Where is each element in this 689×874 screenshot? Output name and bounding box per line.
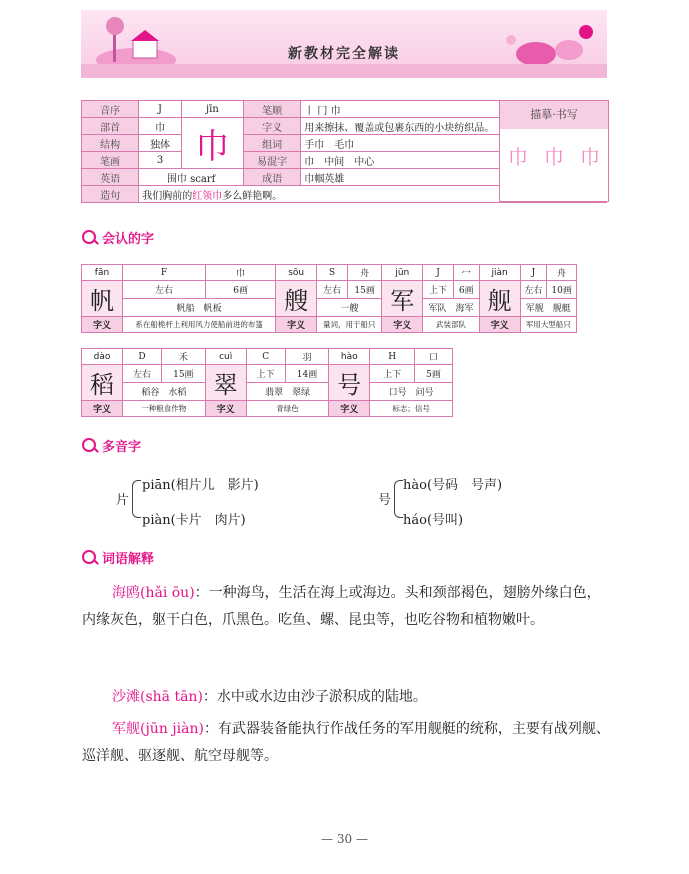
structure-value: 独体 (139, 135, 182, 152)
strokes: 6画 (453, 281, 479, 299)
vocab-entry (82, 716, 610, 770)
order: J (520, 265, 547, 281)
recognize-char: 翠 (205, 365, 246, 401)
section-recognize-heading (82, 228, 154, 247)
pinyin: jūn (382, 265, 423, 281)
section-title: 多音字 (102, 440, 142, 455)
section-title: 词语解释 (102, 552, 155, 567)
label-words: 组词 (243, 135, 300, 152)
practice-label: 描摹·书写 (500, 101, 608, 129)
zw-label: 字义 (479, 317, 520, 333)
words: 翡翠 翠绿 (246, 383, 329, 401)
brace (394, 480, 403, 518)
vocab-definition: ：一种海鸟，生活在海上或海边。头和颈部褐色，翅膀外缘白色，内缘灰色，躯干白色，爪黑色。吃鱼、螺、昆虫等，也吃谷物和植物嫩叶。 (82, 585, 601, 628)
meaning: 标志；信号 (370, 401, 453, 417)
polyphone-reading: hào(号码 号声) (403, 478, 503, 493)
main-character: 巾 (181, 118, 243, 169)
label-radical: 部首 (82, 118, 139, 135)
order: F (123, 265, 206, 281)
recognize-char: 舰 (479, 281, 520, 317)
section-title: 会认的字 (102, 232, 155, 247)
structure: 上下 (423, 281, 454, 299)
words-value: 手巾 毛巾 (301, 135, 607, 152)
label-structure: 结构 (82, 135, 139, 152)
recognize-table-row2 (81, 348, 453, 417)
radical: 冖 (453, 265, 479, 281)
label-stroke-order: 笔顺 (243, 101, 300, 118)
pinyin: sōu (276, 265, 317, 281)
pinyin: dào (82, 349, 123, 365)
strokes-value: 3 (139, 152, 182, 169)
stroke-order-value: 丨 冂 巾 (301, 101, 607, 118)
vocab-entry (82, 684, 610, 711)
sentence-pre: 我们胸前的 (142, 190, 193, 202)
strokes: 15画 (347, 281, 381, 299)
magnifier-icon (82, 550, 98, 566)
radical: 舟 (347, 265, 381, 281)
english-value: 围巾 scarf (139, 169, 244, 186)
pinyin: jiàn (479, 265, 520, 281)
pinyin: cuì (205, 349, 246, 365)
zw-label: 字义 (82, 401, 123, 417)
zw-label: 字义 (205, 401, 246, 417)
radical: 禾 (162, 349, 206, 365)
words: 口号 问号 (370, 383, 453, 401)
radical: 舟 (547, 265, 577, 281)
section-polyphone-heading (82, 436, 141, 455)
vocab-entry (82, 580, 610, 634)
zw-label: 字义 (329, 401, 370, 417)
confusing-value: 巾 中间 中心 (301, 152, 607, 169)
polyphone-char: 片 (116, 493, 130, 508)
recognize-char: 稻 (82, 365, 123, 401)
radical: 巾 (206, 265, 276, 281)
magnifier-icon (82, 230, 98, 246)
meaning: 青绿色 (246, 401, 329, 417)
words: 军舰 舰艇 (520, 299, 576, 317)
meaning: 系在船桅杆上利用风力使船前进的布篷 (123, 317, 276, 333)
order: C (246, 349, 285, 365)
polyphone-char: 号 (378, 493, 392, 508)
zw-label: 字义 (82, 317, 123, 333)
pinyin: hào (329, 349, 370, 365)
polyphone-reading: piān(相片儿 影片) (142, 478, 259, 493)
recognize-char: 军 (382, 281, 423, 317)
radical: 羽 (285, 349, 329, 365)
structure: 左右 (123, 365, 162, 383)
strokes: 6画 (206, 281, 276, 299)
structure: 左右 (123, 281, 206, 299)
recognize-char: 艘 (276, 281, 317, 317)
zw-label: 字义 (276, 317, 317, 333)
brace (132, 480, 141, 518)
recognize-char: 号 (329, 365, 370, 401)
words: 军队 海军 (423, 299, 479, 317)
words: 帆船 帆板 (123, 299, 276, 317)
structure: 左右 (317, 281, 348, 299)
page-title: 新教材完全解读 (288, 46, 400, 62)
label-meaning: 字义 (243, 118, 300, 135)
structure: 上下 (246, 365, 285, 383)
label-idiom: 成语 (243, 169, 300, 186)
structure: 上下 (370, 365, 415, 383)
words: 一艘 (317, 299, 382, 317)
meaning-value: 用来擦抹、覆盖或包裹东西的小块纺织品。 (301, 118, 607, 135)
label-english: 英语 (82, 169, 139, 186)
label-confusing: 易混字 (243, 152, 300, 169)
page-header-banner (81, 10, 607, 78)
label-order: 音序 (82, 101, 139, 118)
radical-value: 巾 (139, 118, 182, 135)
meaning: 量词，用于船只 (317, 317, 382, 333)
radical: 口 (415, 349, 453, 365)
idiom-value: 巾帼英雄 (301, 169, 607, 186)
sentence-post: 多么鲜艳啊。 (222, 190, 283, 202)
order: H (370, 349, 415, 365)
practice-char: 巾 (508, 145, 528, 169)
page-number: — 30 — (321, 832, 368, 846)
order-value: J (139, 101, 182, 118)
structure: 左右 (520, 281, 547, 299)
label-sentence: 造句 (82, 186, 139, 203)
meaning: 武装部队 (423, 317, 479, 333)
meaning: 一种粮食作物 (123, 401, 206, 417)
label-strokes: 笔画 (82, 152, 139, 169)
meaning: 军用大型船只 (520, 317, 576, 333)
magnifier-icon (82, 438, 98, 454)
vocab-term: 沙滩(shā tān) (112, 689, 203, 705)
header-band (81, 64, 607, 78)
recognize-char: 帆 (82, 281, 123, 317)
pinyin-value: jīn (181, 101, 243, 118)
tracing-practice-box (499, 100, 609, 202)
polyphone-reading: piàn(卡片 肉片) (142, 513, 246, 528)
strokes: 10画 (547, 281, 577, 299)
strokes: 15画 (162, 365, 206, 383)
pinyin: fān (82, 265, 123, 281)
practice-char: 巾 (580, 145, 600, 169)
vocab-term: 海鸥(hǎi ōu) (112, 585, 195, 601)
order: D (123, 349, 162, 365)
recognize-table-row1 (81, 264, 577, 333)
section-vocab-heading (82, 548, 154, 567)
polyphone-reading: háo(号叫) (403, 513, 464, 528)
strokes: 5画 (415, 365, 453, 383)
order: J (423, 265, 454, 281)
vocab-definition: ：水中或水边由沙子淤积成的陆地。 (202, 689, 427, 705)
strokes: 14画 (285, 365, 329, 383)
vocab-term: 军舰(jūn jiàn) (112, 721, 204, 737)
zw-label: 字义 (382, 317, 423, 333)
sentence-highlight: 红领巾 (192, 190, 223, 202)
order: S (317, 265, 348, 281)
words: 稻谷 水稻 (123, 383, 206, 401)
vocab-definition: ：有武器装备能执行作战任务的军用舰艇的统称，主要有战列舰、巡洋舰、驱逐舰、航空母舰等。 (82, 721, 610, 764)
practice-char: 巾 (544, 145, 564, 169)
